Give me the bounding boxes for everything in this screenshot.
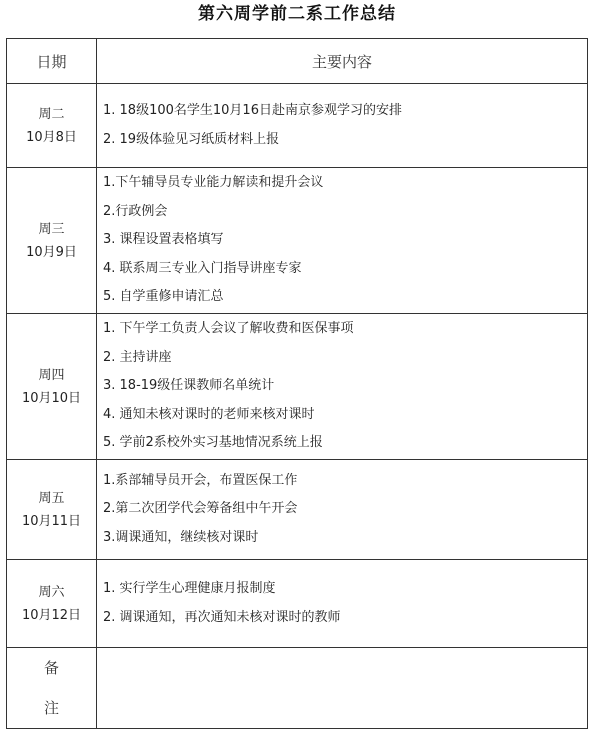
- list-item: 4. 联系周三专业入门指导讲座专家: [103, 260, 302, 276]
- weekday-label: 周四: [38, 367, 65, 383]
- list-item: 5. 学前2系校外实习基地情况系统上报: [103, 435, 323, 451]
- list-item: 1.下午辅导员专业能力解读和提升会议: [103, 175, 324, 191]
- list-item: 5. 自学重修申请汇总: [103, 289, 224, 305]
- date-label: 10月9日: [26, 244, 77, 260]
- list-item: 2.行政例会: [103, 203, 168, 219]
- list-item: 4. 通知未核对课时的老师来核对课时: [103, 406, 315, 422]
- remarks-content-cell: [97, 648, 588, 729]
- document-title: 第六周学前二系工作总结: [198, 4, 396, 24]
- header-row: [7, 39, 588, 84]
- remarks-label-cell: [7, 648, 97, 729]
- date-column-header: 日期: [7, 39, 97, 84]
- date-cell: [7, 560, 97, 648]
- work-summary-table: [6, 38, 588, 729]
- list-item: 2. 19级体验见习纸质材料上报: [103, 131, 280, 147]
- weekday-label: 周二: [38, 106, 65, 122]
- content-cell: [97, 84, 588, 168]
- date-label: 10月12日: [21, 607, 82, 623]
- content-column-header: 主要内容: [97, 39, 588, 84]
- weekday-label: 周六: [38, 584, 65, 600]
- list-item: 1.系部辅导员开会，布置医保工作: [103, 472, 298, 488]
- table-row: [7, 560, 588, 648]
- table-row: [7, 460, 588, 560]
- list-item: 3.调课通知，继续核对课时: [103, 529, 259, 545]
- date-label: 10月11日: [21, 513, 82, 529]
- remarks-row: [7, 648, 588, 729]
- date-cell: [7, 168, 97, 314]
- list-item: 1. 下午学工负责人会议了解收费和医保事项: [103, 321, 354, 337]
- list-item: 3. 课程设置表格填写: [103, 232, 224, 248]
- remarks-label-line2: 注: [43, 699, 59, 717]
- table-row: [7, 314, 588, 460]
- table-row: [7, 168, 588, 314]
- table-row: [7, 84, 588, 168]
- content-cell: [97, 314, 588, 460]
- weekday-label: 周五: [38, 490, 65, 506]
- date-cell: [7, 460, 97, 560]
- date-label: 10月8日: [26, 129, 77, 145]
- list-item: 2.第二次团学代会筹备组中午开会: [103, 501, 298, 517]
- date-cell: [7, 314, 97, 460]
- weekday-label: 周三: [38, 221, 65, 237]
- list-item: 1. 实行学生心理健康月报制度: [103, 581, 276, 596]
- date-label: 10月10日: [21, 390, 82, 406]
- list-item: 2. 调课通知，再次通知未核对课时的教师: [103, 609, 341, 625]
- list-item: 2. 主持讲座: [103, 349, 172, 365]
- remarks-label-line1: 备: [43, 659, 59, 677]
- date-cell: [7, 84, 97, 168]
- content-cell: [97, 168, 588, 314]
- content-cell: [97, 560, 588, 648]
- content-cell: [97, 460, 588, 560]
- list-item: 1. 18级100名学生10月16日赴南京参观学习的安排: [103, 103, 402, 118]
- list-item: 3. 18-19级任课教师名单统计: [103, 378, 275, 394]
